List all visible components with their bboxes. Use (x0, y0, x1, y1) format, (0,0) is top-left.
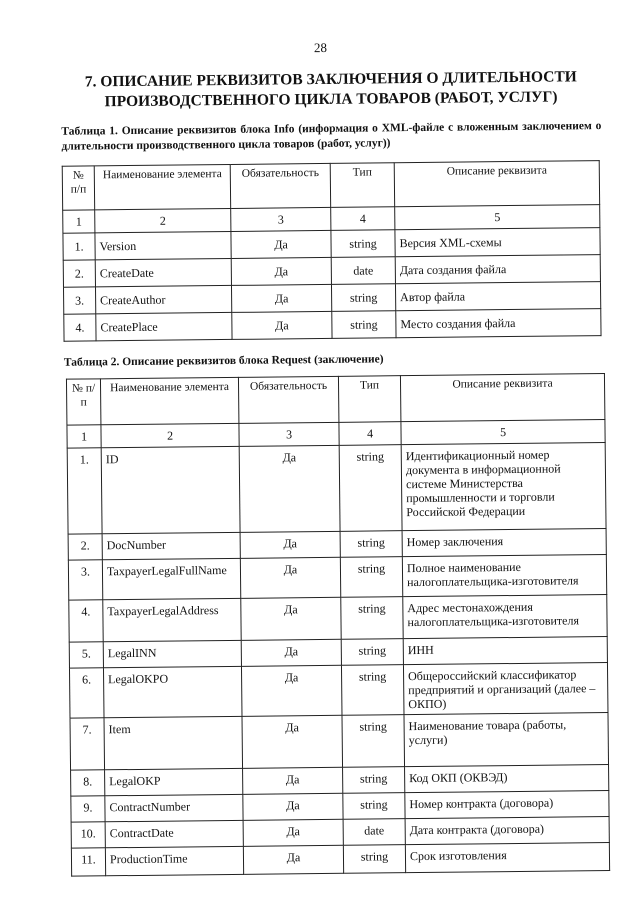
row-required: Да (231, 230, 331, 258)
page-number: 28 (313, 39, 328, 56)
row-description: Код ОКП (ОКВЭД) (405, 765, 609, 793)
row-type: string (342, 715, 405, 768)
row-type: string (331, 284, 395, 312)
row-num: 10. (71, 822, 105, 848)
row-type: string (343, 845, 405, 874)
table1-index-cell: 4 (331, 207, 395, 231)
table1-caption: Таблица 1. Описание реквизитов блока Info (информация о XML-файле с вложенным заключением о длительности производственного цикла товаров (работ, услуг)) (61, 120, 602, 153)
table1-index-cell: 5 (395, 205, 600, 230)
row-required: Да (232, 311, 332, 339)
row-num: 8. (71, 770, 105, 796)
section-title: 7. ОПИСАНИЕ РЕКВИЗИТОВ ЗАКЛЮЧЕНИЯ О ДЛИТЕЛЬНОСТИ ПРОИЗВОДСТВЕННОГО ЦИКЛА ТОВАРОВ (РАБОТ, УСЛУГ) (84, 68, 577, 111)
row-element-name: CreateDate (95, 258, 231, 286)
row-description: Дата контракта (договора) (405, 817, 609, 845)
row-type: string (341, 665, 404, 716)
table2-header-type: Тип (338, 376, 400, 423)
table-row (68, 555, 606, 601)
row-element-name: CreateAuthor (95, 285, 231, 313)
row-type: string (332, 311, 396, 339)
row-element-name: ContractDate (105, 820, 243, 847)
row-required: Да (240, 557, 340, 598)
row-required: Да (240, 531, 340, 558)
row-description: Адрес местонахождения налогоплательщика-изготовителя (403, 595, 607, 639)
row-required: Да (243, 845, 343, 874)
row-description: Автор файла (395, 282, 600, 311)
row-num: 11. (71, 848, 105, 876)
row-required: Да (231, 257, 331, 285)
row-num: 4. (64, 314, 96, 341)
row-element-name: Item (104, 716, 243, 769)
table-row (70, 713, 609, 771)
row-num: 1. (63, 233, 95, 260)
row-element-name: TaxpayerLegalFullName (102, 558, 240, 599)
row-num: 4. (69, 600, 103, 642)
row-type: string (340, 557, 402, 598)
row-required: Да (242, 715, 343, 768)
row-description: Наименование товара (работы, услуги) (404, 713, 609, 767)
table1-header-num: № п/п (62, 166, 94, 210)
row-description: Полное наименование налогоплательщика-изготовителя (402, 555, 606, 597)
row-num: 7. (70, 718, 105, 770)
row-type: string (343, 793, 405, 820)
row-type: date (331, 257, 395, 285)
table2-index-cell: 1 (67, 425, 101, 448)
table-row (67, 443, 606, 535)
table2-body (67, 443, 609, 877)
row-num: 5. (69, 642, 103, 668)
row-num: 3. (63, 287, 95, 314)
table2-header-num: № п/п (66, 379, 100, 425)
row-element-name: LegalOKPO (103, 666, 242, 717)
table2-header-required: Обязательность (238, 376, 338, 423)
row-type: string (341, 597, 403, 640)
row-num: 1. (67, 448, 102, 534)
row-num: 2. (63, 260, 95, 287)
table2-header-row (66, 374, 604, 426)
table-row (71, 843, 609, 877)
row-element-name: DocNumber (102, 532, 240, 559)
table-row (64, 309, 601, 342)
table2-index-cell: 5 (401, 420, 605, 445)
row-element-name: ContractNumber (105, 794, 243, 821)
row-description: Номер заключения (402, 529, 606, 557)
table2-header-name: Наименование элемента (100, 377, 238, 424)
row-description: Срок изготовления (405, 843, 609, 873)
row-element-name: LegalINN (103, 640, 241, 667)
row-description: Идентификационный номер документа в информационной системе Министерства промышленности и торговли Российской Федерации (401, 443, 606, 531)
table1-index-cell: 3 (231, 207, 331, 231)
row-description: Номер контракта (договора) (405, 791, 609, 819)
row-description: ИНН (403, 637, 607, 665)
row-description: Версия XML-схемы (395, 228, 600, 257)
table1-index-cell: 2 (95, 208, 231, 232)
row-num: 6. (69, 668, 104, 718)
table2-index-cell: 2 (101, 423, 239, 447)
table1-header-type: Тип (330, 163, 394, 208)
table1-info-block (62, 160, 602, 342)
row-element-name: Version (95, 231, 231, 259)
row-element-name: ID (101, 446, 240, 533)
table2-caption: Таблица 2. Описание реквизитов блока Request (заключение) (63, 353, 384, 369)
table1-header-name: Наименование элемента (94, 164, 230, 209)
row-num: 2. (68, 534, 102, 560)
table1-body (63, 228, 601, 342)
row-description: Дата создания файла (395, 255, 600, 284)
row-required: Да (239, 445, 340, 532)
table1-header-desc: Описание реквизита (394, 161, 599, 207)
row-type: string (343, 767, 405, 794)
table2-header-desc: Описание реквизита (400, 374, 604, 422)
row-type: string (339, 445, 402, 532)
row-required: Да (243, 819, 343, 846)
row-type: string (340, 531, 402, 558)
row-element-name: CreatePlace (96, 312, 232, 340)
row-required: Да (241, 665, 342, 716)
row-required: Да (243, 793, 343, 820)
row-type: string (331, 230, 395, 258)
row-type: string (341, 639, 403, 666)
table-row (69, 663, 607, 719)
table1-header-required: Обязательность (230, 163, 330, 208)
row-num: 9. (71, 796, 105, 822)
row-required: Да (241, 639, 341, 666)
row-element-name: TaxpayerLegalAddress (103, 598, 241, 641)
row-required: Да (231, 284, 331, 312)
row-required: Да (243, 767, 343, 794)
row-num: 3. (68, 560, 102, 600)
table2-request-block (66, 373, 610, 877)
row-description: Общероссийский классификатор предприятий и организаций (далее – ОКПО) (403, 663, 608, 715)
table1-index-cell: 1 (63, 210, 95, 233)
row-element-name: LegalOKP (105, 768, 243, 795)
table2-index-cell: 4 (339, 422, 401, 446)
table-row (69, 595, 607, 643)
row-required: Да (241, 597, 341, 640)
table2-index-cell: 3 (239, 422, 339, 446)
row-type: date (343, 819, 405, 846)
row-description: Место создания файла (396, 309, 601, 338)
table1-header-row (62, 161, 599, 211)
row-element-name: ProductionTime (105, 846, 243, 875)
